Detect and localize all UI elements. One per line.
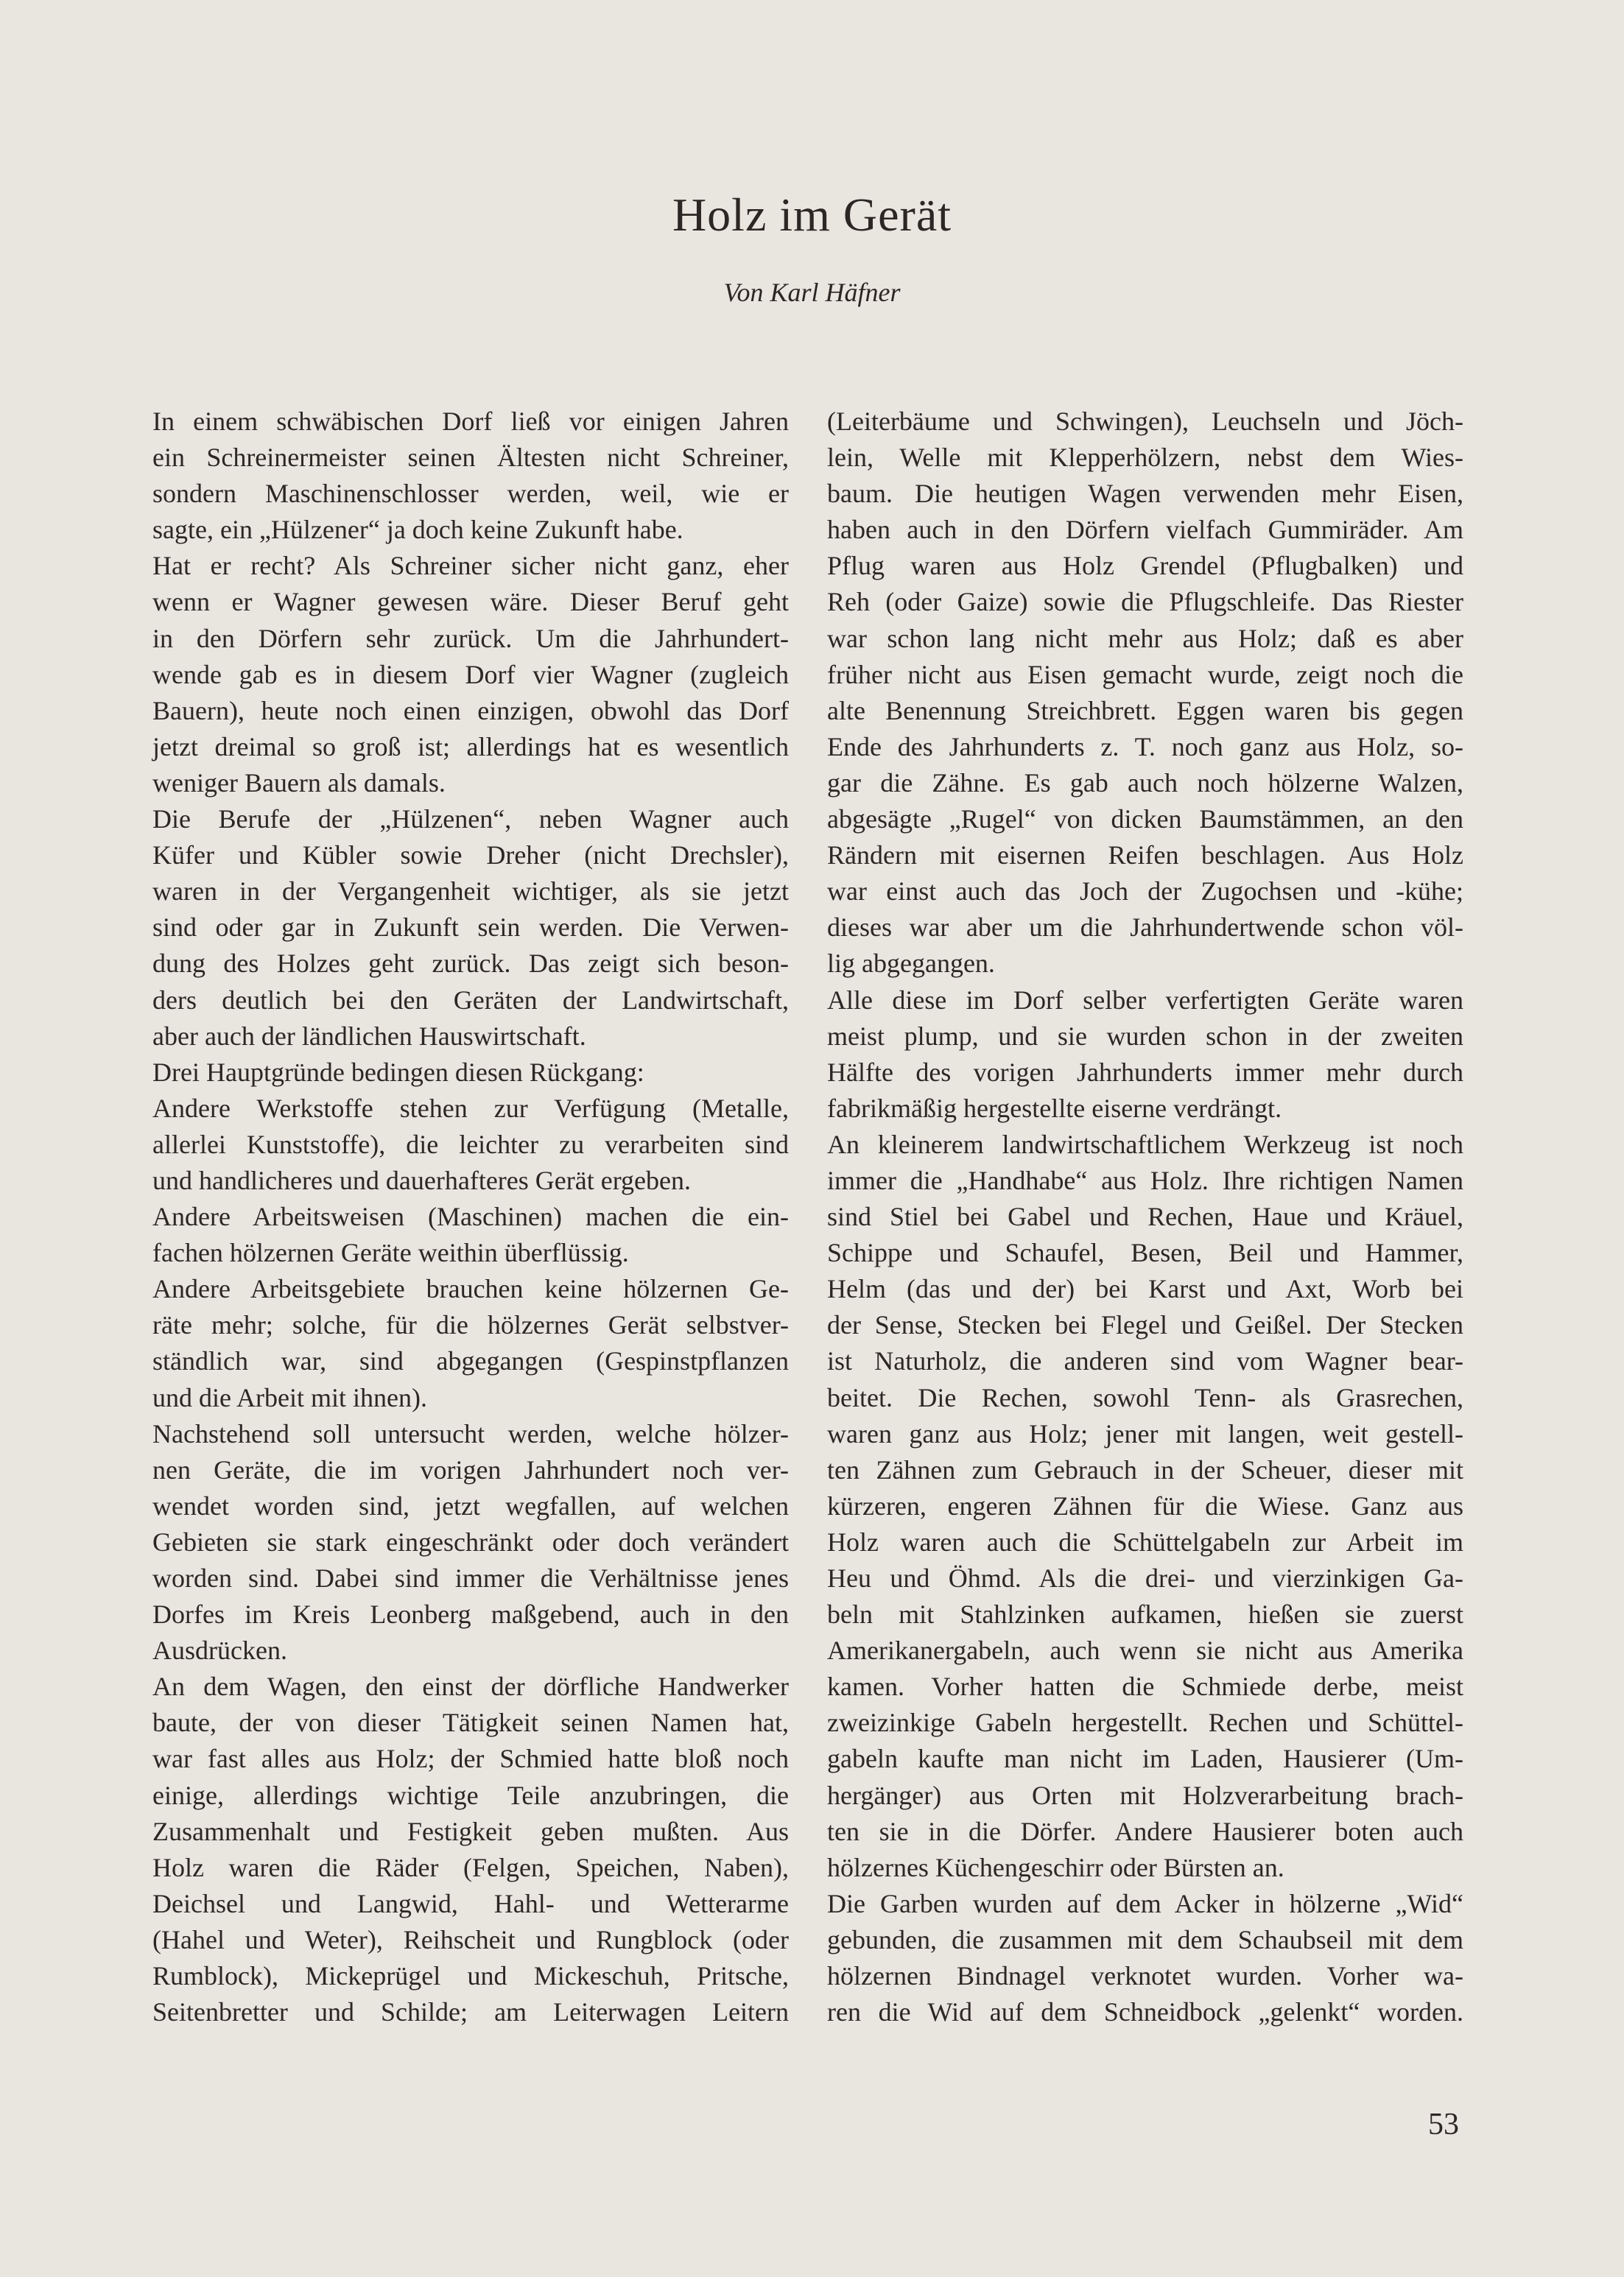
text-line: Gebieten sie stark eingeschränkt oder doch verändert	[152, 1527, 789, 1557]
text-line: sagte, ein „Hülzener“ ja doch keine Zukunft habe.	[152, 515, 683, 545]
text-line: jetzt dreimal so groß ist; allerdings hat es wesentlich	[152, 731, 789, 761]
text-line: Die Berufe der „Hülzenen“, neben Wagner auch	[152, 804, 789, 834]
text-line: war einst auch das Joch der Zugochsen und -kühe;	[827, 876, 1463, 907]
text-line: einige, allerdings wichtige Teile anzubringen, die	[152, 1780, 789, 1810]
text-line: Drei Hauptgründe bedingen diesen Rückgang:	[152, 1057, 644, 1087]
text-line: Küfer und Kübler sowie Dreher (nicht Drechsler),	[152, 840, 789, 870]
text-line: hölzernen Bindnagel verknotet wurden. Vorher wa-	[827, 1961, 1463, 1991]
text-line: Holz waren auch die Schüttelgabeln zur Arbeit im	[827, 1527, 1463, 1557]
text-line: Pflug waren aus Holz Grendel (Pflugbalken) und	[827, 551, 1463, 581]
text-line: ten Zähnen zum Gebrauch in der Scheuer, dieser mit	[827, 1454, 1463, 1485]
text-line: Bauern), heute noch einen einzigen, obwohl das Dorf	[152, 695, 789, 725]
text-line: war schon lang nicht mehr aus Holz; daß es aber	[827, 623, 1463, 653]
text-line: abgesägte „Rugel“ von dicken Baumstämmen, an den	[827, 804, 1463, 834]
text-line: meist plump, und sie wurden schon in der zweiten	[827, 1021, 1463, 1051]
text-line: gebunden, die zusammen mit dem Schaubseil mit dem	[827, 1924, 1463, 1954]
text-line: Dorfes im Kreis Leonberg maßgebend, auch in den	[152, 1599, 789, 1630]
text-line: ten sie in die Dörfer. Andere Hausierer boten auch	[827, 1816, 1463, 1846]
text-line: beitet. Die Rechen, sowohl Tenn- als Grasrechen,	[827, 1382, 1463, 1412]
text-line: (Hahel und Weter), Reihscheit und Rungblock (oder	[152, 1924, 789, 1954]
text-line: Reh (oder Gaize) sowie die Pflugschleife. Das Riester	[827, 587, 1463, 617]
text-line: wendet worden sind, jetzt wegfallen, auf welchen	[152, 1491, 789, 1521]
text-line: sondern Maschinenschlosser werden, weil, wie er	[152, 479, 789, 509]
text-line: und handlicheres und dauerhafteres Gerät ergeben.	[152, 1165, 692, 1195]
text-line: ren die Wid auf dem Schneidbock „gelenkt“ worden.	[827, 1997, 1463, 2027]
text-line: beln mit Stahlzinken aufkamen, hießen sie zuerst	[827, 1599, 1463, 1630]
text-line: kürzeren, engeren Zähnen für die Wiese. Ganz aus	[827, 1491, 1463, 1521]
text-line: Ausdrücken.	[152, 1636, 287, 1666]
text-line: Nachstehend soll untersucht werden, welche hölzer-	[152, 1418, 789, 1449]
text-line: Holz waren die Räder (Felgen, Speichen, Naben),	[152, 1852, 789, 1882]
text-line: baum. Die heutigen Wagen verwenden mehr Eisen,	[827, 479, 1463, 509]
text-line: sind Stiel bei Gabel und Rechen, Haue und Kräuel,	[827, 1202, 1463, 1232]
text-line: wenn er Wagner gewesen wäre. Dieser Beruf geht	[152, 587, 789, 617]
text-line: lig abgegangen.	[827, 949, 995, 979]
text-line: sind oder gar in Zukunft sein werden. Die Verwen-	[152, 912, 789, 943]
text-line: alte Benennung Streichbrett. Eggen waren bis gegen	[827, 695, 1463, 725]
text-line: In einem schwäbischen Dorf ließ vor einigen Jahren	[152, 407, 789, 436]
text-line: ders deutlich bei den Geräten der Landwirtschaft,	[152, 985, 789, 1015]
text-line: Zusammenhalt und Festigkeit geben mußten. Aus	[152, 1816, 789, 1846]
text-line: dieses war aber um die Jahrhundertwende schon völ-	[827, 912, 1463, 943]
text-line: aber auch der ländlichen Hauswirtschaft.	[152, 1021, 586, 1051]
text-line: ein Schreinermeister seinen Ältesten nicht Schreiner,	[152, 443, 789, 473]
text-line: Rumblock), Mickeprügel und Mickeschuh, Pritsche,	[152, 1961, 789, 1991]
text-line: Alle diese im Dorf selber verfertigten Geräte waren	[827, 985, 1463, 1015]
text-line: baute, der von dieser Tätigkeit seinen Namen hat,	[152, 1708, 789, 1738]
text-line: und die Arbeit mit ihnen).	[152, 1382, 427, 1412]
text-line: zweizinkige Gabeln hergestellt. Rechen und Schüttel-	[827, 1708, 1463, 1738]
text-line: hergänger) aus Orten mit Holzverarbeitung brach-	[827, 1780, 1463, 1810]
text-line: Seitenbretter und Schilde; am Leiterwagen Leitern	[152, 1997, 789, 2027]
text-line: Amerikanergabeln, auch wenn sie nicht aus Amerika	[827, 1636, 1463, 1666]
text-line: weniger Bauern als damals.	[152, 767, 446, 798]
text-line: räte mehr; solche, für die hölzernes Gerät selbstver-	[152, 1310, 789, 1340]
text-line: fachen hölzernen Geräte weithin überflüssig.	[152, 1238, 629, 1268]
text-line: haben auch in den Dörfern vielfach Gummiräder. Am	[827, 515, 1463, 545]
text-line: Hälfte des vorigen Jahrhunderts immer mehr durch	[827, 1057, 1463, 1087]
text-line: An dem Wagen, den einst der dörfliche Handwerker	[152, 1672, 789, 1702]
text-line: lein, Welle mit Klepperhölzern, nebst dem Wies-	[827, 443, 1463, 473]
text-line: Andere Arbeitsgebiete brauchen keine hölzernen Ge-	[152, 1274, 789, 1304]
text-line: An kleinerem landwirtschaftlichem Werkzeug ist noch	[827, 1129, 1463, 1159]
text-line: waren in der Vergangenheit wichtiger, als sie jetzt	[152, 876, 789, 907]
author-byline: Von Karl Häfner	[723, 278, 901, 307]
text-line: worden sind. Dabei sind immer die Verhältnisse jenes	[152, 1563, 789, 1593]
text-line: ist Naturholz, die anderen sind vom Wagner bear-	[827, 1346, 1463, 1376]
text-line: Rändern mit eisernen Reifen beschlagen. Aus Holz	[827, 840, 1463, 870]
text-line: gabeln kaufte man nicht im Laden, Hausierer (Um-	[827, 1744, 1463, 1774]
text-line: früher nicht aus Eisen gemacht wurde, zeigt noch die	[827, 659, 1463, 689]
text-line: Helm (das und der) bei Karst und Axt, Worb bei	[827, 1274, 1463, 1304]
text-line: Hat er recht? Als Schreiner sicher nicht ganz, eher	[152, 551, 789, 581]
text-line: Andere Werkstoffe stehen zur Verfügung (Metalle,	[152, 1093, 789, 1123]
text-line: waren ganz aus Holz; jener mit langen, weit gestell-	[827, 1418, 1463, 1449]
text-line: nen Geräte, die im vorigen Jahrhundert noch ver-	[152, 1454, 789, 1485]
text-line: dung des Holzes geht zurück. Das zeigt sich beson-	[152, 949, 789, 979]
text-line: allerlei Kunststoffe), die leichter zu verarbeiten sind	[152, 1129, 789, 1159]
text-line: der Sense, Stecken bei Flegel und Geißel. Der Stecken	[827, 1310, 1463, 1340]
text-line: gar die Zähne. Es gab auch noch hölzerne Walzen,	[827, 767, 1463, 798]
text-line: immer die „Handhabe“ aus Holz. Ihre richtigen Namen	[827, 1165, 1463, 1195]
text-line: wende gab es in diesem Dorf vier Wagner (zugleich	[152, 659, 789, 689]
text-line: kamen. Vorher hatten die Schmiede derbe, meist	[827, 1672, 1463, 1702]
article-title: Holz im Gerät	[672, 189, 952, 241]
text-column-right	[827, 404, 1463, 2030]
text-line: Schippe und Schaufel, Besen, Beil und Hammer,	[827, 1238, 1463, 1268]
text-line: Heu und Öhmd. Als die drei- und vierzinkigen Ga-	[827, 1563, 1463, 1593]
text-line: Andere Arbeitsweisen (Maschinen) machen die ein-	[152, 1202, 789, 1232]
text-line: war fast alles aus Holz; der Schmied hatte bloß noch	[152, 1744, 789, 1774]
text-line: Die Garben wurden auf dem Acker in hölzerne „Wid“	[827, 1888, 1463, 1918]
text-column-left	[152, 404, 789, 2030]
text-line: ständlich war, sind abgegangen (Gespinstpflanzen	[152, 1346, 789, 1376]
text-line: fabrikmäßig hergestellte eiserne verdrängt.	[827, 1093, 1282, 1123]
text-line: in den Dörfern sehr zurück. Um die Jahrhundert-	[152, 623, 789, 653]
text-line: Ende des Jahrhunderts z. T. noch ganz aus Holz, so-	[827, 731, 1463, 761]
page-number: 53	[1428, 2108, 1459, 2141]
text-line: hölzernes Küchengeschirr oder Bürsten an.	[827, 1852, 1284, 1882]
text-line: Deichsel und Langwid, Hahl- und Wetterarme	[152, 1888, 789, 1918]
text-line: (Leiterbäume und Schwingen), Leuchseln und Jöch-	[827, 407, 1463, 436]
